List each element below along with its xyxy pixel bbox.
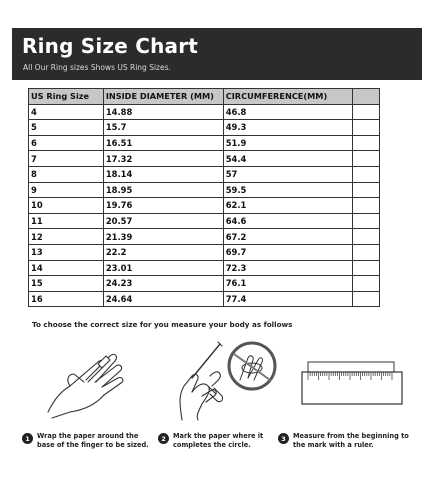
step-1-number: 1	[22, 433, 33, 444]
cell-us-size: 9	[29, 182, 104, 198]
cell-us-size: 4	[29, 104, 104, 120]
cell-us-size: 13	[29, 244, 104, 260]
cell-inside-diameter: 16.51	[103, 135, 223, 151]
cell-inside-diameter: 24.64	[103, 291, 223, 307]
cell-empty	[353, 198, 380, 214]
hand-marking-icon	[162, 336, 282, 422]
step-3-line-1: Measure from the beginning to	[293, 432, 409, 440]
table-row	[29, 291, 380, 307]
cell-us-size: 10	[29, 198, 104, 214]
hand-wrap-icon	[40, 340, 135, 420]
cell-us-size: 6	[29, 135, 104, 151]
page-subtitle: All Our Ring sizes Shows US Ring Sizes.	[23, 63, 171, 72]
step-3	[278, 432, 409, 450]
column-header-us-size: US Ring Size	[29, 89, 104, 105]
cell-inside-diameter: 15.7	[103, 120, 223, 136]
ruler-icon	[300, 358, 410, 408]
table-row	[29, 198, 380, 214]
cell-circumference: 72.3	[223, 260, 353, 276]
step-2	[158, 432, 263, 450]
cell-empty	[353, 229, 380, 245]
cell-inside-diameter: 22.2	[103, 244, 223, 260]
cell-empty	[353, 276, 380, 292]
step-3-text	[293, 432, 409, 450]
cell-empty	[353, 213, 380, 229]
table-row	[29, 244, 380, 260]
page-title: Ring Size Chart	[22, 34, 199, 58]
cell-circumference: 67.2	[223, 229, 353, 245]
table-row	[29, 166, 380, 182]
table-row	[29, 213, 380, 229]
table-body	[29, 104, 380, 307]
cell-inside-diameter: 19.76	[103, 198, 223, 214]
table-row	[29, 135, 380, 151]
step-3-number: 3	[278, 433, 289, 444]
step-2-line-1: Mark the paper where it	[173, 432, 264, 440]
cell-us-size: 12	[29, 229, 104, 245]
cell-inside-diameter: 20.57	[103, 213, 223, 229]
cell-empty	[353, 182, 380, 198]
cell-inside-diameter: 24.23	[103, 276, 223, 292]
cell-empty	[353, 120, 380, 136]
table-row	[29, 276, 380, 292]
cell-empty	[353, 166, 380, 182]
cell-inside-diameter: 21.39	[103, 229, 223, 245]
cell-inside-diameter: 18.14	[103, 166, 223, 182]
cell-us-size: 16	[29, 291, 104, 307]
cell-us-size: 7	[29, 151, 104, 167]
column-header-inside-diameter: INSIDE DIAMETER (MM)	[103, 89, 223, 105]
cell-circumference: 49.3	[223, 120, 353, 136]
cell-inside-diameter: 23.01	[103, 260, 223, 276]
cell-us-size: 14	[29, 260, 104, 276]
step-1	[22, 432, 149, 450]
cell-circumference: 59.5	[223, 182, 353, 198]
cell-empty	[353, 104, 380, 120]
cell-empty	[353, 135, 380, 151]
cell-us-size: 5	[29, 120, 104, 136]
step-1-text	[37, 432, 149, 450]
step-1-line-1: Wrap the paper around the	[37, 432, 139, 440]
table-row	[29, 229, 380, 245]
step-2-number: 2	[158, 433, 169, 444]
cell-circumference: 76.1	[223, 276, 353, 292]
cell-us-size: 11	[29, 213, 104, 229]
cell-empty	[353, 291, 380, 307]
table-row	[29, 260, 380, 276]
cell-us-size: 8	[29, 166, 104, 182]
column-header-circumference: CIRCUMFERENCE(MM)	[223, 89, 353, 105]
step-2-text	[173, 432, 263, 450]
cell-circumference: 54.4	[223, 151, 353, 167]
cell-circumference: 46.8	[223, 104, 353, 120]
cell-circumference: 57	[223, 166, 353, 182]
cell-inside-diameter: 14.88	[103, 104, 223, 120]
table-header-row	[29, 89, 380, 105]
step-1-line-2: base of the finger to be sized.	[37, 441, 149, 449]
cell-us-size: 15	[29, 276, 104, 292]
cell-empty	[353, 260, 380, 276]
size-table	[28, 88, 380, 307]
instruction-text: To choose the correct size for you measure your body as follows	[32, 320, 293, 329]
cell-circumference: 62.1	[223, 198, 353, 214]
table-row	[29, 104, 380, 120]
cell-circumference: 77.4	[223, 291, 353, 307]
table-row	[29, 151, 380, 167]
cell-empty	[353, 151, 380, 167]
step-2-line-2: completes the circle.	[173, 441, 251, 449]
table-row	[29, 182, 380, 198]
cell-inside-diameter: 18.95	[103, 182, 223, 198]
cell-inside-diameter: 17.32	[103, 151, 223, 167]
cell-empty	[353, 244, 380, 260]
table-row	[29, 120, 380, 136]
step-3-line-2: the mark with a ruler.	[293, 441, 374, 449]
header-banner	[12, 28, 422, 80]
cell-circumference: 69.7	[223, 244, 353, 260]
size-table-container	[28, 88, 380, 307]
cell-circumference: 64.6	[223, 213, 353, 229]
column-header-empty	[353, 89, 380, 105]
cell-circumference: 51.9	[223, 135, 353, 151]
